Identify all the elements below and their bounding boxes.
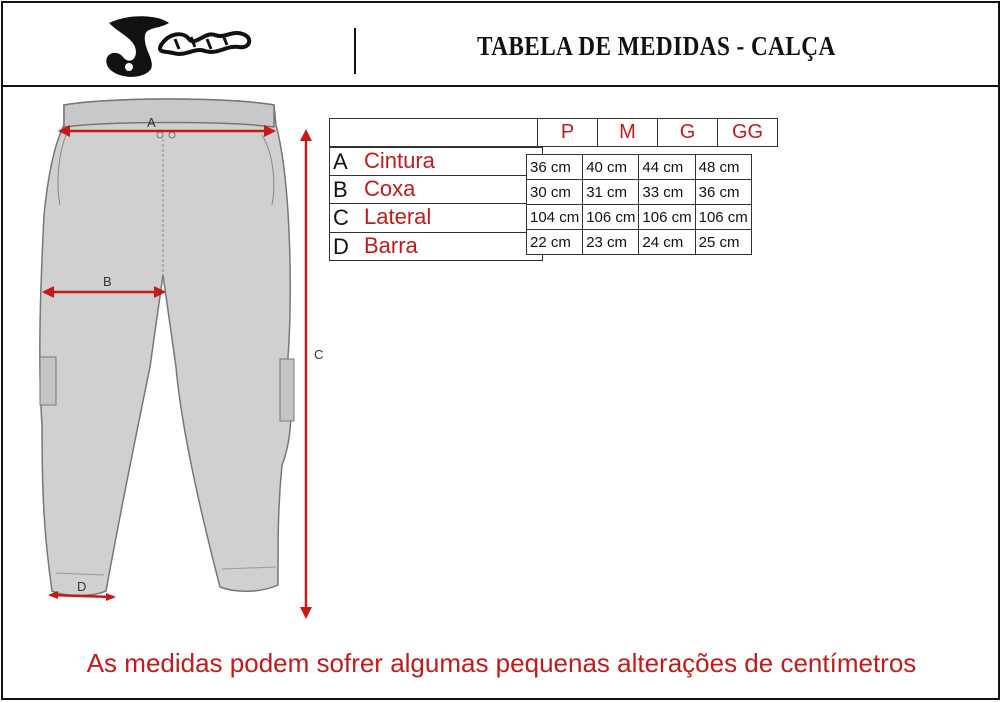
cargo-pocket-right (280, 359, 294, 421)
waistband (64, 99, 274, 127)
dimension-c (300, 129, 323, 619)
row-letter: B (333, 176, 348, 202)
row-name: Barra (364, 232, 418, 258)
row-letter: D (333, 233, 349, 259)
value-cell: 30 cm (527, 180, 583, 205)
value-cell: 40 cm (583, 155, 639, 180)
page-title: TABELA DE MEDIDAS - CALÇA (477, 31, 836, 61)
value-cell: 44 cm (639, 155, 695, 180)
value-cell: 25 cm (695, 230, 751, 255)
value-cell: 23 cm (583, 230, 639, 255)
table-row (527, 180, 752, 205)
row-label-c (329, 204, 543, 233)
row-letter: C (333, 205, 349, 230)
measurement-values-table (526, 154, 752, 255)
cargo-pocket-left (40, 357, 56, 405)
row-letter: A (333, 149, 348, 174)
table-row (527, 230, 752, 255)
pants-silhouette (40, 99, 291, 596)
value-cell: 24 cm (639, 230, 695, 255)
header-divider (354, 28, 356, 74)
header-blank-cell (330, 119, 538, 147)
value-cell: 36 cm (695, 180, 751, 205)
value-cell: 31 cm (583, 180, 639, 205)
row-label-a (329, 147, 543, 176)
row-label-d (329, 233, 543, 262)
value-cell: 22 cm (527, 230, 583, 255)
value-cell: 33 cm (639, 180, 695, 205)
value-cell: 36 cm (527, 155, 583, 180)
row-name: Lateral (364, 204, 432, 229)
measurement-labels (329, 147, 543, 261)
header (1, 1, 1000, 87)
value-cell: 106 cm (695, 205, 751, 230)
row-name: Coxa (364, 175, 416, 201)
dimension-label: B (103, 274, 112, 289)
dimension-label: C (314, 347, 324, 362)
dimension-label: A (147, 115, 156, 130)
dimension-label: D (77, 579, 87, 594)
value-cell: 106 cm (583, 205, 639, 230)
size-header-g: G (658, 119, 718, 147)
size-header-m: M (598, 119, 658, 147)
brand-logo (99, 9, 259, 81)
row-label-b (329, 176, 543, 205)
value-cell: 106 cm (639, 205, 695, 230)
size-header-gg: GG (718, 119, 778, 147)
disclaimer-note: As medidas podem sofrer algumas pequenas alterações de centímetros (86, 648, 917, 678)
value-cell: 104 cm (527, 205, 583, 230)
table-row (527, 155, 752, 180)
value-cell: 48 cm (695, 155, 751, 180)
size-header-table (329, 118, 778, 147)
pants-diagram (30, 95, 330, 630)
row-name: Cintura (364, 148, 435, 173)
table-row (527, 205, 752, 230)
size-header-p: P (538, 119, 598, 147)
